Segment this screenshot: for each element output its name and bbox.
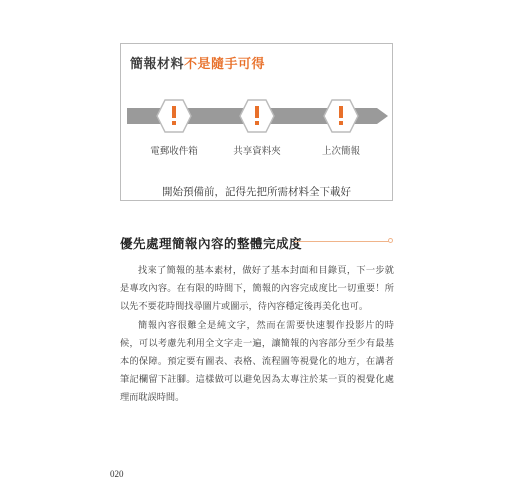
step-label-email-inbox: 電郵收件箱 [150,146,198,157]
figure-title-part1: 簡報材料 [130,57,185,72]
step-2-exclamation-icon [240,100,274,132]
figure-caption: 開始預備前，記得先把所需材料全下載好 [162,186,351,198]
figure-title-part2: 不是隨手可得 [184,57,266,72]
figure-box [120,43,393,201]
section-heading: 優先處理簡報內容的整體完成度 [120,236,303,251]
step-label-shared-folder: 共享資料夾 [233,146,281,157]
paragraph-1: 找來了簡報的基本素材，做好了基本封面和目錄頁，下一步就是專攻內容。在有限的時間下，簡報的內容完成度比一切重要！所以先不要花時間找尋圖片或圖示，待內容穩定後再美化也可。 [120,265,394,312]
page-number: 020 [110,469,124,479]
heading-rule [294,241,389,242]
step-1-exclamation-icon [157,100,191,132]
step-label-last-presentation: 上次簡報 [321,146,360,157]
paragraph-2: 簡報內容很難全是純文字，然而在需要快速製作投影片的時候，可以考慮先利用全文字走一遍，讓簡報的內容部分至少有最基本的保障。預定要有圖表、表格、流程圖等視覺化的地方，在講者筆記欄留下註腳。這樣做可以避免因為太專注於某一頁的視覺化處理而耽誤時間。 [120,320,394,403]
step-3-exclamation-icon [324,100,358,132]
heading-rule-end [388,238,393,243]
